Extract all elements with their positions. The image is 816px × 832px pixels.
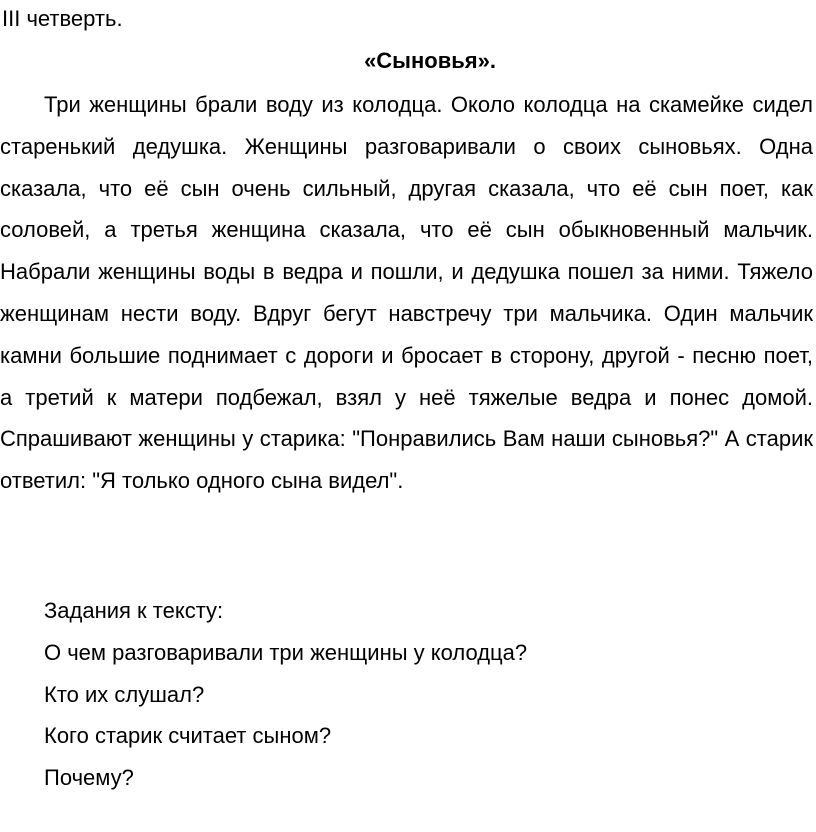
- task-question: Кто их слушал?: [44, 681, 205, 707]
- story-title: «Сыновья».: [364, 48, 496, 73]
- story-body: Три женщины брали воду из колодца. Около колодца на скамейке сидел старенький дедушка. Женщины разговаривали о своих сыновьях. Одна сказала, что её сын очень сильный, другая сказала, что её сын поет, как соловей, а третья женщина сказала, что её сын обыкновенный мальчик. Набрали женщины воды в ведра и пошли, и дедушка пошел за ними. Тяжело женщинам нести воду. Вдруг бегут навстречу три мальчика. Один мальчик камни большие поднимает с дороги и бросает в сторону, другой - песню поет, а третий к матери подбежал, взял у неё тяжелые ведра и понес домой. Спрашивают женщины у старика: "Понравились Вам наши сыновья?" А старик ответил: "Я только одного сына видел".: [0, 92, 813, 494]
- tasks-heading: Задания к тексту:: [44, 598, 224, 623]
- tasks-section: [44, 590, 804, 799]
- task-question: О чем разговаривали три женщины у колодца?: [44, 639, 528, 665]
- task-question: Кого старик считает сыном?: [44, 723, 332, 749]
- task-question: Почему?: [44, 765, 134, 791]
- quarter-label: III четверть.: [2, 6, 123, 31]
